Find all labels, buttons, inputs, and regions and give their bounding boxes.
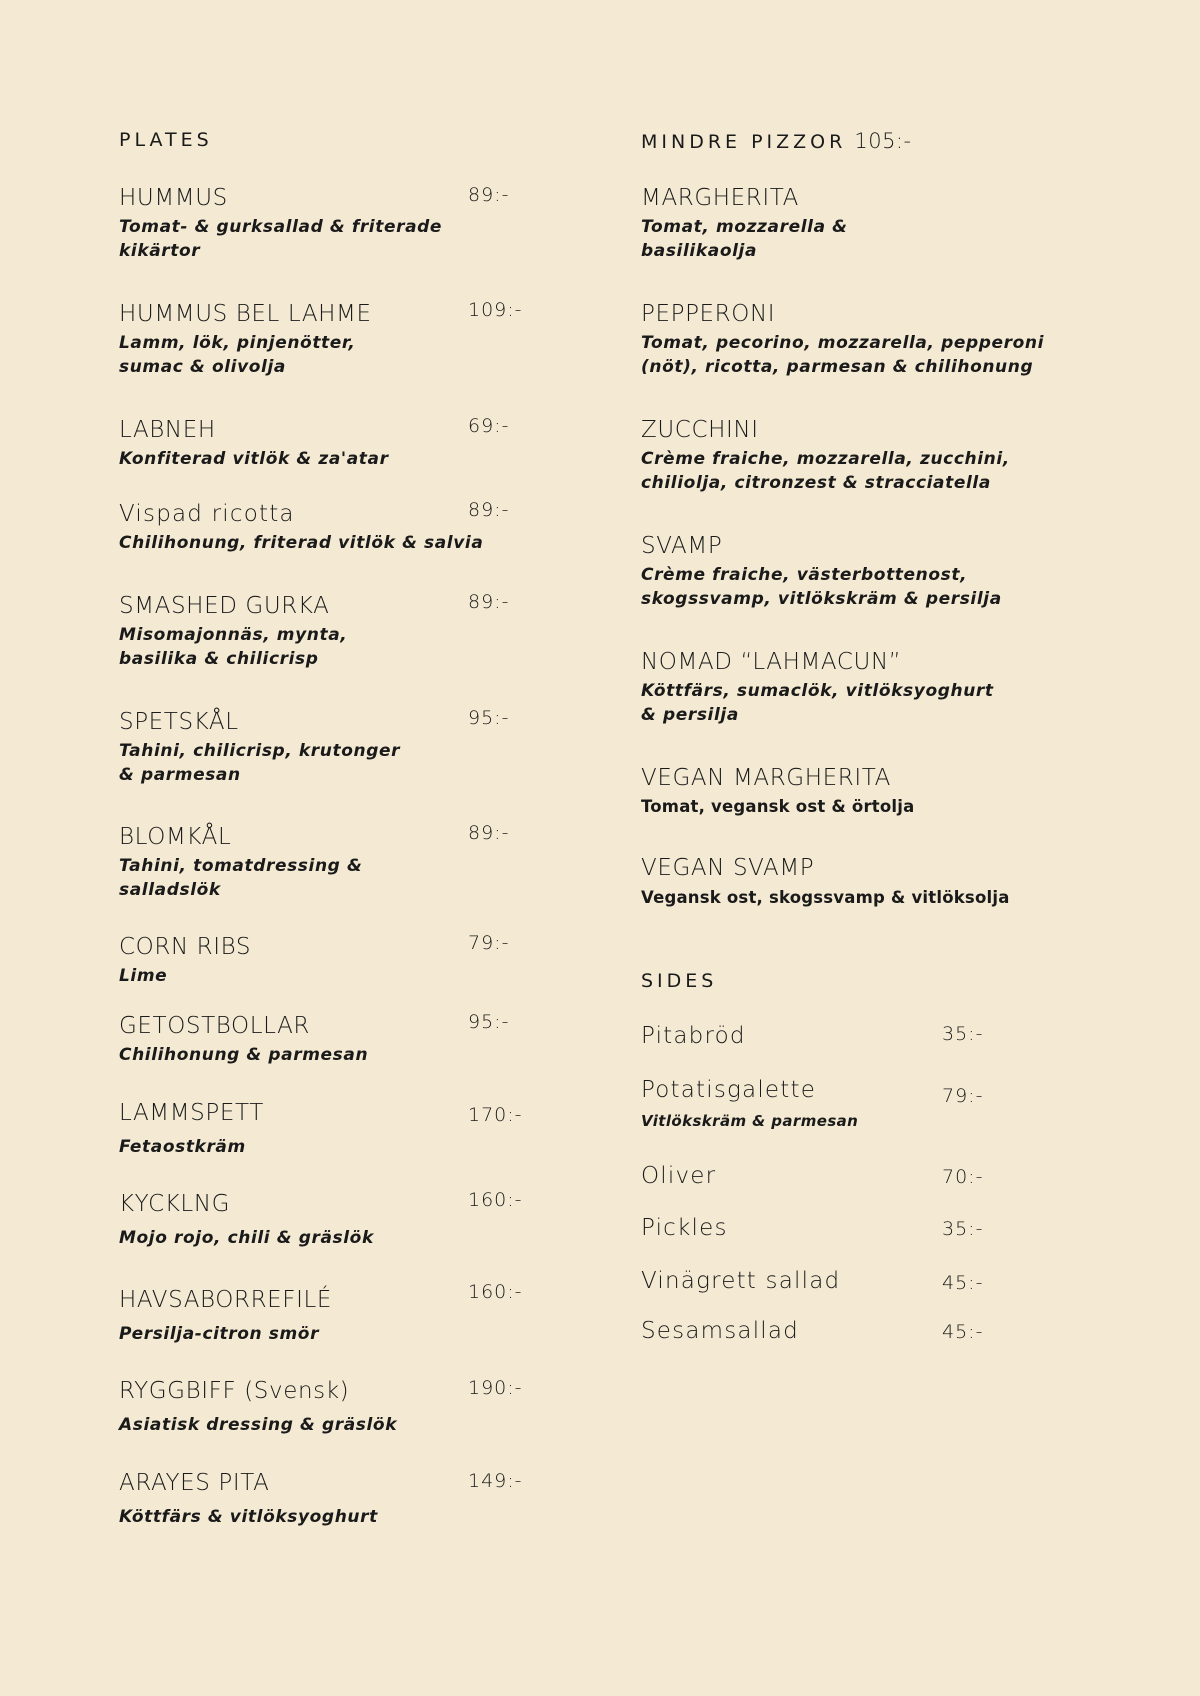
- plate-item-labneh: [119, 416, 389, 471]
- plate-item-corn-ribs: [119, 933, 251, 988]
- pizza-item-nomad-lahmacun: [641, 648, 994, 727]
- side-item-potatisgalette: [641, 1076, 858, 1132]
- item-description: Vegansk ost, skogssvamp & vitlöksolja: [641, 888, 1010, 907]
- pizza-item-vegan-margherita: [641, 764, 914, 819]
- item-price: 45:-: [942, 1272, 984, 1294]
- item-name: Potatisgalette: [641, 1077, 817, 1103]
- side-item-vinagrett-sallad: Vinägrett sallad: [641, 1268, 841, 1294]
- pizza-item-vegan-svamp: [641, 854, 1010, 910]
- item-price: 89:-: [468, 591, 510, 613]
- item-name: VEGAN SVAMP: [641, 855, 815, 881]
- item-name: VEGAN MARGHERITA: [641, 765, 891, 791]
- item-description: Misomajonnäs, mynta, basilika & chilicrisp: [119, 625, 348, 669]
- item-name: SMASHED GURKA: [119, 593, 330, 619]
- plate-item-getostbollar: [119, 1012, 368, 1067]
- side-item-oliver: Oliver: [641, 1163, 717, 1189]
- plate-item-havsaborrefile: [119, 1286, 332, 1346]
- item-price: 170:-: [468, 1104, 523, 1126]
- item-name: ZUCCHINI: [641, 417, 759, 443]
- item-description: Crème fraiche, västerbottenost, skogssvamp, vitlökskräm & persilja: [641, 565, 1002, 609]
- item-name: SPETSKÅL: [119, 709, 239, 735]
- item-price: 35:-: [942, 1023, 984, 1045]
- item-name: HUMMUS BEL LAHME: [119, 301, 372, 327]
- item-description: Chilihonung, friterad vitlök & salvia: [119, 533, 484, 553]
- item-description: Tahini, tomatdressing & salladslök: [119, 856, 363, 900]
- item-description: Chilihonung & parmesan: [119, 1045, 369, 1065]
- pizza-item-margherita: [641, 184, 848, 263]
- item-name: RYGGBIFF (Svensk): [119, 1378, 350, 1404]
- item-description: Vitlökskräm & parmesan: [641, 1112, 859, 1130]
- item-price: 79:-: [468, 932, 510, 954]
- item-price: 70:-: [942, 1166, 984, 1188]
- item-description: Lamm, lök, pinjenötter, sumac & olivolja: [119, 333, 356, 377]
- item-description: Fetaostkräm: [119, 1137, 246, 1157]
- item-name: KYCKLNG: [119, 1191, 231, 1217]
- plate-item-hummus-bel-lahme: [119, 300, 372, 379]
- item-price: 89:-: [468, 184, 510, 206]
- sides-heading: SIDES: [641, 970, 718, 992]
- pizzor-heading: MINDRE PIZZOR 105:-: [641, 129, 912, 153]
- item-price: 69:-: [468, 415, 510, 437]
- item-description: Konfiterad vitlök & za'atar: [119, 449, 389, 469]
- item-name: LABNEH: [119, 417, 216, 443]
- item-name: NOMAD “LAHMACUN”: [641, 649, 902, 675]
- plate-item-arayes-pita: [119, 1469, 378, 1529]
- item-price: 89:-: [468, 822, 510, 844]
- item-description: Asiatisk dressing & gräslök: [119, 1415, 398, 1435]
- item-price: 109:-: [468, 299, 523, 321]
- plate-item-hummus: [119, 184, 442, 263]
- item-name: LAMMSPETT: [119, 1100, 264, 1126]
- item-name: ARAYES PITA: [119, 1470, 270, 1496]
- item-price: 160:-: [468, 1281, 523, 1303]
- pizza-item-pepperoni: [641, 300, 1044, 379]
- item-price: 190:-: [468, 1377, 523, 1399]
- item-name: HAVSABORREFILÉ: [119, 1287, 333, 1313]
- plate-item-vispad-ricotta: [119, 500, 483, 555]
- item-price: 45:-: [942, 1321, 984, 1343]
- pizza-item-zucchini: [641, 416, 1010, 495]
- item-description: Köttfärs, sumaclök, vitlöksyoghurt & persilja: [641, 681, 994, 725]
- plate-item-lammspett: [119, 1099, 264, 1159]
- item-name: BLOMKÅL: [119, 824, 232, 850]
- plate-item-blomkal: [119, 823, 362, 902]
- item-price: 160:-: [468, 1189, 523, 1211]
- item-price: 95:-: [468, 1011, 510, 1033]
- item-description: Tahini, chilicrisp, krutonger & parmesan: [119, 741, 401, 785]
- item-name: MARGHERITA: [641, 185, 799, 211]
- item-name: GETOSTBOLLAR: [119, 1013, 310, 1039]
- item-description: Tomat- & gurksallad & friterade kikärtor: [119, 217, 443, 261]
- item-price: 79:-: [942, 1085, 984, 1107]
- pizzor-price: 105:-: [854, 129, 912, 153]
- item-description: Tomat, mozzarella & basilikaolja: [641, 217, 848, 261]
- plate-item-spetskal: [119, 708, 400, 787]
- plate-item-kycklng: [119, 1190, 374, 1250]
- item-name: CORN RIBS: [119, 934, 252, 960]
- item-price: 95:-: [468, 707, 510, 729]
- item-description: Crème fraiche, mozzarella, zucchini, chiliolja, citronzest & stracciatella: [641, 449, 1010, 493]
- item-price: 89:-: [468, 499, 510, 521]
- item-description: Köttfärs & vitlöksyoghurt: [119, 1507, 378, 1527]
- pizza-item-svamp: [641, 532, 1002, 611]
- item-price: 149:-: [468, 1470, 523, 1492]
- side-item-pitabrod: Pitabröd: [641, 1023, 746, 1049]
- item-price: 35:-: [942, 1218, 984, 1240]
- item-description: Tomat, vegansk ost & örtolja: [641, 797, 915, 816]
- item-description: Mojo rojo, chili & gräslök: [119, 1228, 374, 1248]
- item-description: Tomat, pecorino, mozzarella, pepperoni (nöt), ricotta, parmesan & chilihonung: [641, 333, 1045, 377]
- item-name: HUMMUS: [119, 185, 228, 211]
- item-description: Persilja-citron smör: [119, 1324, 320, 1344]
- plate-item-smashed-gurka: [119, 592, 347, 671]
- plate-item-ryggbiff: [119, 1377, 397, 1437]
- item-name: PEPPERONI: [641, 301, 776, 327]
- side-item-pickles: Pickles: [641, 1215, 728, 1241]
- side-item-sesamsallad: Sesamsallad: [641, 1318, 799, 1344]
- item-name: Vispad ricotta: [119, 501, 295, 527]
- item-description: Lime: [119, 966, 168, 986]
- item-name: SVAMP: [641, 533, 723, 559]
- plates-heading: PLATES: [119, 129, 213, 151]
